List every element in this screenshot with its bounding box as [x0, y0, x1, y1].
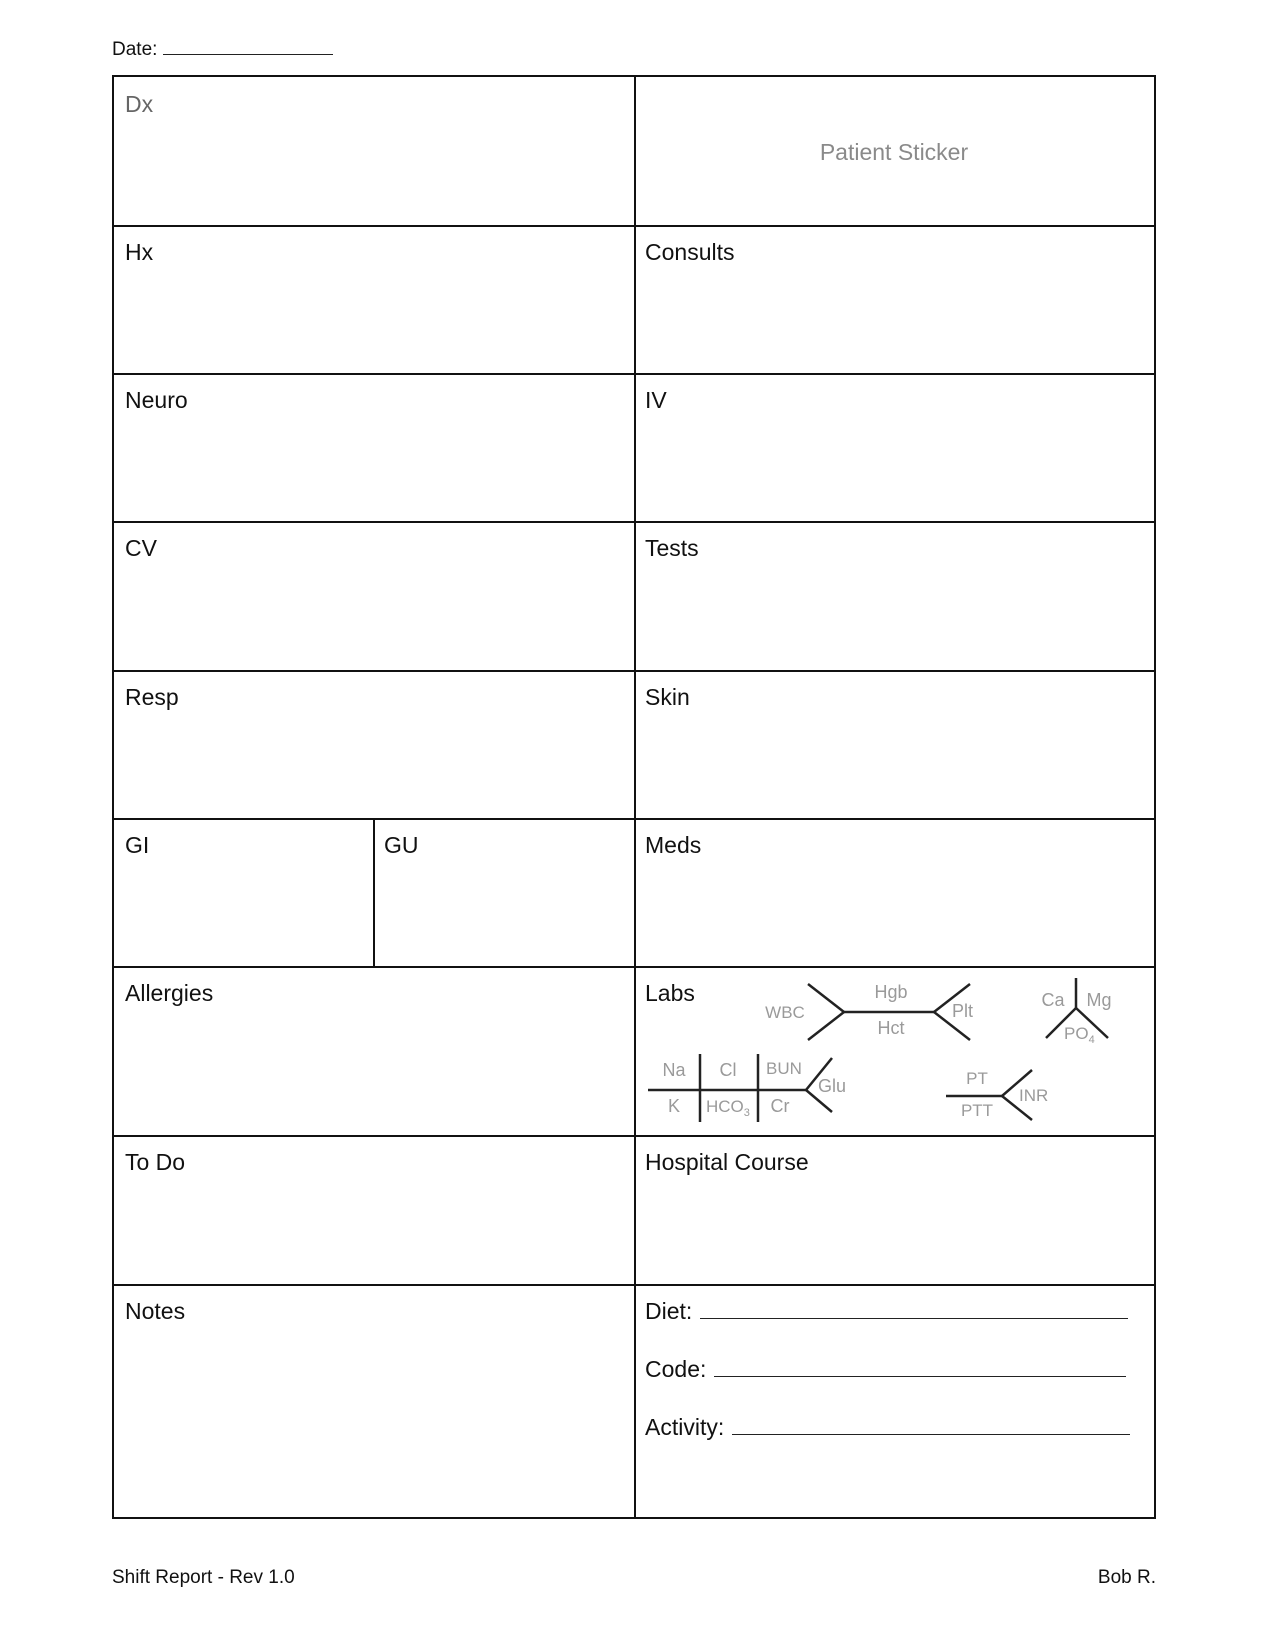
plt-label: Plt	[952, 1001, 974, 1021]
footer-title: Shift Report - Rev 1.0	[112, 1567, 295, 1588]
ca-label: Ca	[1041, 990, 1065, 1010]
meds-cell[interactable]	[634, 818, 1154, 966]
cr-label: Cr	[770, 1096, 790, 1116]
skin-cell[interactable]	[634, 670, 1154, 818]
allergies-label: Allergies	[125, 980, 214, 1006]
labs-cell[interactable]	[634, 966, 1154, 1135]
k-label: K	[667, 1096, 681, 1116]
consults-cell[interactable]	[634, 225, 1154, 373]
cl-label: Cl	[719, 1060, 737, 1080]
allergies-cell[interactable]	[114, 966, 634, 1135]
hco3-label: $HCO_3$	[706, 1097, 750, 1119]
bun-label: BUN	[766, 1059, 802, 1078]
gi-label: GI	[125, 832, 150, 858]
date-field	[112, 38, 333, 61]
cv-cell[interactable]	[114, 521, 634, 670]
resp-label: Resp	[125, 684, 179, 710]
gu-label: GU	[384, 832, 419, 858]
code-label: Code:	[645, 1356, 707, 1382]
todo-cell[interactable]	[114, 1135, 634, 1284]
labs-diagrams	[634, 966, 1154, 1135]
diet-blank-line[interactable]	[700, 1300, 1128, 1319]
hct-label: Hct	[877, 1018, 905, 1038]
gu-cell[interactable]	[373, 818, 634, 966]
date-blank-line[interactable]	[163, 38, 333, 55]
activity-label: Activity:	[645, 1414, 725, 1440]
hospital-course-label: Hospital Course	[645, 1149, 809, 1175]
code-blank-line[interactable]	[714, 1358, 1126, 1377]
mg-label: Mg	[1086, 990, 1112, 1010]
pt-label: PT	[966, 1069, 988, 1088]
diet-field[interactable]	[645, 1298, 1128, 1325]
cv-label: CV	[125, 535, 157, 561]
na-label: Na	[662, 1060, 686, 1080]
code-field[interactable]	[645, 1356, 1126, 1383]
dx-label: Dx	[125, 91, 154, 117]
hx-label: Hx	[125, 239, 154, 265]
tests-cell[interactable]	[634, 521, 1154, 670]
patient-sticker-cell	[634, 77, 1154, 225]
wbc-label: WBC	[765, 1003, 805, 1022]
patient-sticker-label: Patient Sticker	[819, 139, 969, 165]
labs-label: Labs	[645, 980, 695, 1006]
tests-label: Tests	[645, 535, 699, 561]
meds-label: Meds	[645, 832, 702, 858]
diet-code-activity-cell	[634, 1284, 1154, 1517]
gi-cell[interactable]	[114, 818, 373, 966]
consults-label: Consults	[645, 239, 735, 265]
glu-label: Glu	[818, 1076, 847, 1096]
po4-label: $PO_4$	[1064, 1024, 1095, 1046]
ptt-label: PTT	[960, 1101, 994, 1120]
neuro-cell[interactable]	[114, 373, 634, 521]
neuro-label: Neuro	[125, 387, 188, 413]
todo-label: To Do	[125, 1149, 186, 1175]
notes-label: Notes	[125, 1298, 186, 1324]
skin-label: Skin	[645, 684, 690, 710]
activity-blank-line[interactable]	[732, 1416, 1130, 1435]
date-label: Date:	[112, 39, 158, 60]
resp-cell[interactable]	[114, 670, 634, 818]
diet-label: Diet:	[645, 1298, 693, 1324]
notes-cell[interactable]	[114, 1284, 634, 1517]
hx-cell[interactable]	[114, 225, 634, 373]
dx-cell[interactable]	[114, 77, 634, 225]
footer-author: Bob R.	[1097, 1567, 1156, 1588]
activity-field[interactable]	[645, 1414, 1130, 1441]
iv-cell[interactable]	[634, 373, 1154, 521]
inr-label: INR	[1019, 1086, 1049, 1105]
hospital-course-cell[interactable]	[634, 1135, 1154, 1284]
report-grid	[112, 75, 1156, 1519]
iv-label: IV	[645, 387, 667, 413]
hgb-label: Hgb	[874, 982, 908, 1002]
